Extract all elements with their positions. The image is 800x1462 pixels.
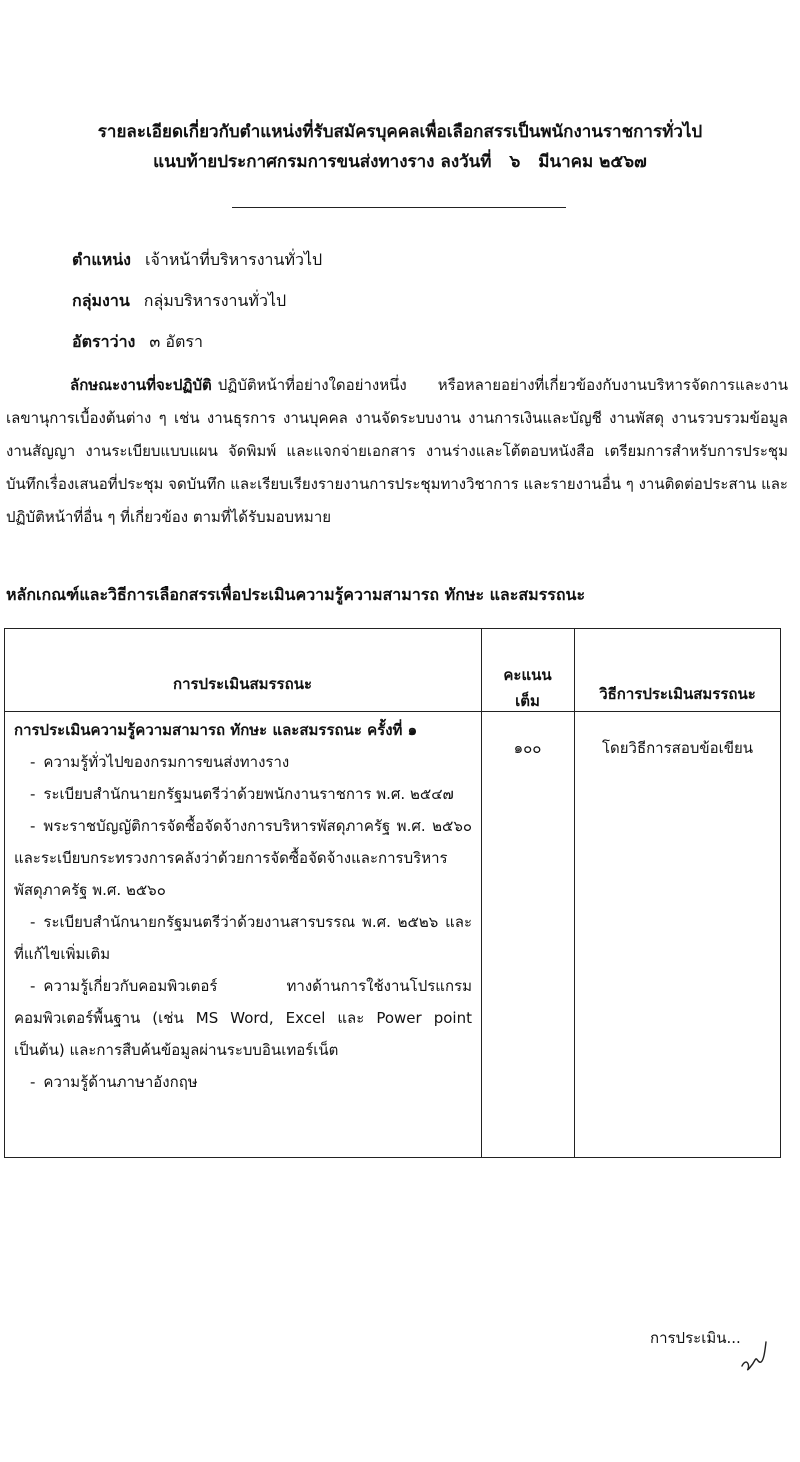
list-item-text: ความรู้ทั่วไปของกรมการขนส่งทางราง bbox=[43, 753, 290, 771]
list-item-text: ความรู้เกี่ยวกับคอมพิวเตอร์ ทางด้านการใช้งานโปรแกรมคอมพิวเตอร์พื้นฐาน (เช่น MS Word, Excel และ Power point เป็นต้น) และการสืบค้นข้อมูลผ่านระบบอินเทอร์เน็ต bbox=[14, 977, 472, 1059]
list-item-text: ความรู้ด้านภาษาอังกฤษ bbox=[43, 1073, 198, 1091]
bullet-dash: - bbox=[30, 1073, 36, 1091]
bullet-dash: - bbox=[30, 913, 36, 931]
document-title-line1: รายละเอียดเกี่ยวกับตำแหน่งที่รับสมัครบุคคลเพื่อเลือกสรรเป็นพนักงานราชการทั่วไป bbox=[97, 122, 703, 142]
announcement-ref: แนบท้ายประกาศกรมการขนส่งทางราง ลงวันที่ bbox=[153, 152, 492, 172]
title-underline bbox=[232, 207, 566, 208]
bullet-dash: - bbox=[30, 977, 36, 995]
initials-signature bbox=[738, 1336, 770, 1372]
position-label: ตำแหน่ง bbox=[72, 250, 131, 269]
criteria-heading: หลักเกณฑ์และวิธีการเลือกสรรเพื่อประเมินความรู้ความสามารถ ทักษะ และสมรรถนะ bbox=[6, 585, 586, 604]
vacancy-field bbox=[72, 330, 203, 355]
document-title-line2 bbox=[0, 148, 800, 175]
job-description bbox=[6, 369, 788, 534]
col-header-score-line2: เต็ม bbox=[515, 692, 540, 710]
continued-note: การประเมิน... bbox=[650, 1329, 741, 1347]
assessment-method: โดยวิธีการสอบข้อเขียน bbox=[601, 739, 754, 757]
list-item-text: พระราชบัญญัติการจัดซื้อจัดจ้างการบริหารพัสดุภาครัฐ พ.ศ. ๒๕๖๐ และระเบียบกระทรวงการคลังว่าด้วยการจัดซื้อจัดจ้างและการบริหารพัสดุภาครัฐ พ.ศ. ๒๕๖๐ bbox=[14, 817, 472, 899]
bullet-dash: - bbox=[30, 753, 36, 771]
position-field bbox=[72, 248, 322, 273]
group-field bbox=[72, 289, 286, 314]
col-header-score bbox=[481, 662, 574, 714]
full-score: ๑๐๐ bbox=[513, 739, 542, 757]
group-label: กลุ่มงาน bbox=[72, 291, 130, 310]
bullet-dash: - bbox=[30, 785, 36, 803]
bullet-dash: - bbox=[30, 817, 36, 835]
job-description-text: ปฏิบัติหน้าที่อย่างใดอย่างหนึ่ง หรือหลายอย่างที่เกี่ยวข้องกับงานบริหารจัดการและงานเลขานุการเบื้องต้นต่าง ๆ เช่น งานธุรการ งานบุคคล งานจัดระบบงาน งานการเงินและบัญชี งานพัสดุ งานรวบรวมข้อมูล งานสัญญา งานระเบียบแบบแผน จัดพิมพ์ และแจกจ่ายเอกสาร งานร่างและโต้ตอบหนังสือ เตรียมการสำหรับการประชุม บันทึกเรื่องเสนอที่ประชุม จดบันทึก และเรียบเรียงรายงานการประชุมทางวิชาการ และรายงานอื่น ๆ งานติดต่อประสาน และปฏิบัติหน้าที่อื่น ๆ ที่เกี่ยวข้อง ตามที่ได้รับมอบหมาย bbox=[6, 376, 788, 526]
list-item-text: ระเบียบสำนักนายกรัฐมนตรีว่าด้วยพนักงานราชการ พ.ศ. ๒๕๔๗ bbox=[43, 785, 454, 803]
list-item bbox=[14, 810, 472, 906]
table-header-divider bbox=[4, 711, 781, 712]
list-item bbox=[14, 970, 472, 1066]
list-item bbox=[14, 1066, 472, 1098]
vacancy-value: ๓ อัตรา bbox=[149, 332, 203, 351]
announcement-month-year: มีนาคม ๒๕๖๗ bbox=[538, 152, 647, 172]
job-description-label: ลักษณะงานที่จะปฏิบัติ bbox=[70, 376, 212, 394]
position-value: เจ้าหน้าที่บริหารงานทั่วไป bbox=[144, 250, 323, 269]
col-header-assessment: การประเมินสมรรถนะ bbox=[172, 675, 312, 693]
list-item-text: ระเบียบสำนักนายกรัฐมนตรีว่าด้วยงานสารบรรณ พ.ศ. ๒๕๒๖ และที่แก้ไขเพิ่มเติม bbox=[14, 913, 472, 963]
list-item bbox=[14, 906, 472, 970]
list-item bbox=[14, 778, 472, 810]
assessment-round-heading: การประเมินความรู้ความสามารถ ทักษะ และสมรรถนะ ครั้งที่ ๑ bbox=[14, 721, 418, 739]
assessment-cell bbox=[14, 714, 472, 1098]
col-header-score-line1: คะแนน bbox=[503, 666, 552, 684]
table-divider bbox=[574, 628, 575, 1158]
col-header-method: วิธีการประเมินสมรรถนะ bbox=[599, 685, 756, 703]
announcement-day: ๖ bbox=[509, 152, 521, 172]
list-item bbox=[14, 746, 472, 778]
group-value: กลุ่มบริหารงานทั่วไป bbox=[143, 291, 287, 310]
vacancy-label: อัตราว่าง bbox=[72, 332, 136, 351]
